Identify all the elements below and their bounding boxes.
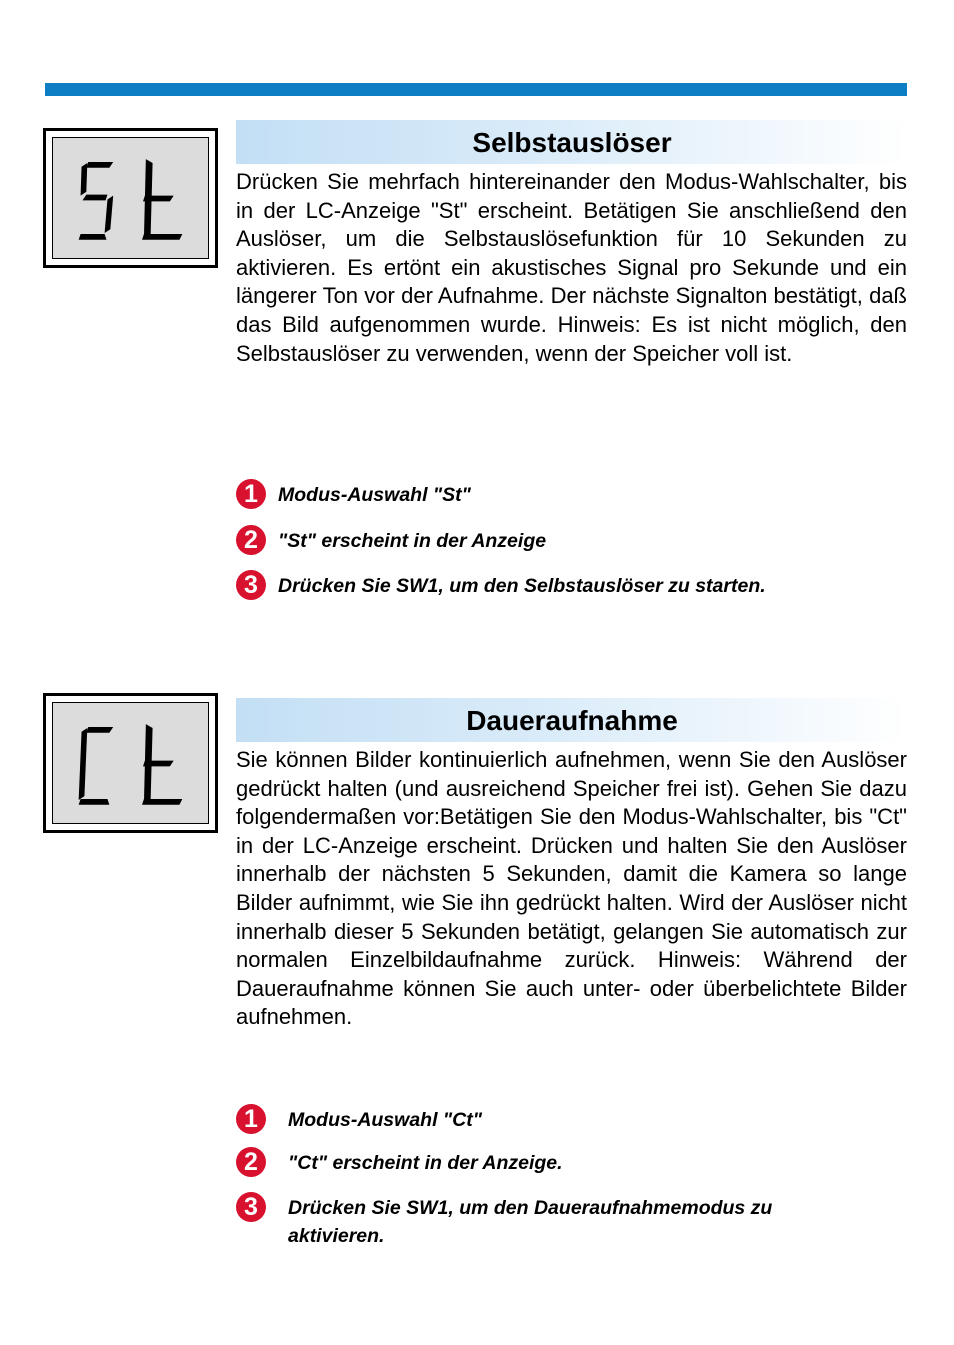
step-item: [236, 570, 916, 602]
lcd-display-st: [43, 128, 218, 268]
top-accent-bar: [45, 83, 907, 96]
step-number-badge: 2: [236, 1147, 266, 1177]
section-title-daueraufnahme: Daueraufnahme: [236, 698, 908, 742]
step-label: Drücken Sie SW1, um den Selbstauslöser zu starten.: [278, 575, 766, 597]
step-item: [236, 1104, 916, 1136]
step-label: Modus-Auswahl "St": [278, 484, 471, 506]
lcd-display-ct: [43, 693, 218, 833]
step-number-badge: 3: [236, 570, 266, 600]
step-item: [236, 1192, 916, 1252]
section-title-selbstausloeser: Selbstauslöser: [236, 120, 908, 164]
step-number-badge: 1: [236, 479, 266, 509]
lcd-segments-ct: [53, 703, 208, 823]
step-number-badge: 2: [236, 525, 266, 555]
lcd-segments-st: [53, 138, 208, 258]
step-label: "Ct" erscheint in der Anzeige.: [288, 1152, 563, 1174]
step-label: "St" erscheint in der Anzeige: [278, 530, 547, 552]
body-text-selbstausloeser: Drücken Sie mehrfach hintereinander den Modus-Wahlschalter, bis in der LC-Anzeige "St" erscheint. Betätigen Sie anschließend den Auslöser, um die Selbstauslösefunktion für 10 Sekunden zu aktivieren. Es ertönt ein akustisches Signal pro Sekunde und ein längerer Ton vor der Aufnahme. Der nächste Signalton bestätigt, daß das Bild aufgenommen wurde. Hinweis: Es ist nicht möglich, den Selbstauslöser zu verwenden, wenn der Speicher voll ist.: [236, 169, 907, 366]
step-label: Modus-Auswahl "Ct": [288, 1109, 482, 1131]
step-item: [236, 1147, 916, 1179]
step-item: [236, 525, 916, 557]
step-item: [236, 479, 916, 511]
step-number-badge: 3: [236, 1192, 266, 1222]
step-number-badge: 1: [236, 1104, 266, 1134]
step-label: Drücken Sie SW1, um den Daueraufnahmemodus zu aktivieren.: [288, 1197, 773, 1247]
body-text-daueraufnahme: Sie können Bilder kontinuierlich aufnehmen, wenn Sie den Auslöser gedrückt halten (und ausreichend Speicher frei ist). Gehen Sie dazu folgendermaßen vor:Betätigen Sie den Modus-Wahlschalter, bis "Ct" in der LC-Anzeige erscheint. Drücken und halten Sie den Auslöser innerhalb der nächsten 5 Sekunden, damit die Kamera so lange Bilder aufnimmt, wie Sie ihn gedrückt halten. Wird der Auslöser nicht innerhalb dieser 5 Sekunden betätigt, gelangen Sie automatisch zur normalen Einzelbildaufnahme zurück. Hinweis: Während der Daueraufnahme können Sie auch unter- oder überbelichtete Bilder aufnehmen.: [236, 747, 907, 1030]
